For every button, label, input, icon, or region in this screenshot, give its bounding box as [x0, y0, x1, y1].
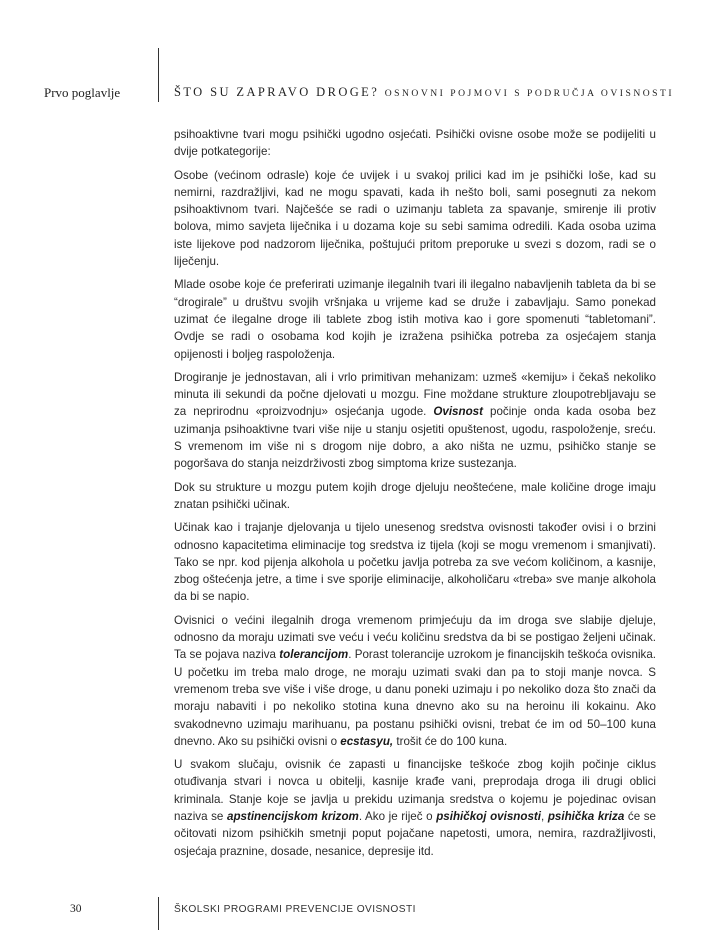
paragraph-5: Dok su strukture u mozgu putem kojih droge djeluju neoštećene, male količine droge imaju znatan psihički učinak.	[174, 480, 656, 511]
footer-title: ŠKOLSKI PROGRAMI PREVENCIJE OVISNOSTI	[174, 904, 416, 915]
paragraph-7-text-c: trošit će do 100 kuna.	[393, 734, 508, 748]
term-psihicka-kriza: psihička kriza	[547, 809, 625, 823]
paragraph-8	[174, 756, 656, 860]
running-head-part-1: ŠTO SU ZAPRAVO DROGE?	[174, 85, 380, 99]
paragraph-8-text-d: će se očitovati nizom psihičkih smetnji poput pojačane napetosti, umora, nemira, razdražljivosti, osjećaja praznine, dosade, nesanice, depresije itd.	[174, 809, 657, 858]
term-psihicka-ovisnost: psihičkoj ovisnosti	[436, 809, 541, 823]
footer-divider	[158, 897, 159, 930]
term-tolerancija: tolerancijom	[279, 648, 349, 662]
page-number: 30	[70, 903, 82, 915]
paragraph-4-text-b: počinje onda kada osoba bez uzimanja psihoaktivne tvari više nije u stanju osjetiti opuštenost, ugodu, raspoloženje, sreću. S vremenom im više ni s drogom nije dobro, a ako ništa ne uzmu, psihičko stanje se pogoršava do stanja neizdrživosti zbog simptoma krize sustezanja.	[174, 405, 656, 471]
paragraph-7-text-a: Ovisnici o većini ilegalnih droga vremenom primjećuju da im droga sve slabije djeluje, odnosno da moraju uzimati sve veću i veću količinu sredstva da bi se postigao željeni učinak. Ta se pojava naziva	[174, 613, 656, 662]
paragraph-3: Mlade osobe koje će preferirati uzimanje ilegalnih tvari ili ilegalno nabavljenih tableta da bi se “drogirale” u društvu svojih vršnjaka u vrijeme kad se druže i zabavljaju. Samo ponekad uzimat će ilegalne droge ili tablete zbog istih motiva kao i gore spomenuti “tabletomani”. Ovdje se radi o osobama kod kojih je izražena psihička potreba za osjećajem stanja opijenosti i boljeg raspoloženja.	[174, 278, 656, 361]
paragraph-8-text-c: ,	[540, 809, 548, 823]
paragraph-6: Učinak kao i trajanje djelovanja u tijelo unesenog sredstva ovisnosti također ovisi i o brzini odnosno kapacitetima eliminacije tog sredstva iz tijela (koji se mogu vremenom i smanjivati). Tako se npr. kod pijenja alkohola u početku javlja potreba za sve većom količinom, a kasnije, zbog oštećenja jetre, a time i sve sporije eliminacije, alkoholičaru «treba» sve manje alkohola da bi se napio.	[174, 521, 656, 604]
term-apstinencijska-kriza: apstinencijskom krizom	[227, 809, 359, 823]
chapter-label: Prvo poglavlje	[44, 85, 121, 100]
paragraph-1: psihoaktivne tvari mogu psihički ugodno osjećati. Psihički ovisne osobe može se podijeliti u dvije potkategorije:	[174, 128, 656, 159]
paragraph-4	[174, 369, 656, 473]
paragraph-2: Osobe (većinom odrasle) koje će uvijek i u svakoj prilici kad im je psihički loše, kad su nemirni, razdražljivi, kad ne mogu spavati, kada ih nešto boli, sami posegnuti za nekom psihoaktivnom tvari. Najčešće se radi o uzimanju tableta za spavanje, smirenje ili protiv bolova, mimo savjeta liječnika i u dozama koje su sebi samima odredili. Kada osoba uzima iste lijekove pod nadzorom liječnika, poštujući pritom preporuke u svezi s dozom, radi se o liječenju.	[174, 168, 656, 269]
term-ecstasy: ecstasyu,	[340, 734, 394, 748]
term-ovisnost: Ovisnost	[433, 405, 483, 419]
paragraph-8-text-b: . Ako je riječ o	[358, 809, 437, 823]
paragraph-7-text-b: . Porast tolerancije uzrokom je financijskih teškoća ovisnika. U početku im treba malo droge, ne moraju uzimati svaki dan pa to stoji manje novca. S vremenom treba sve više i više droge, u danu poneki uzimaju i po nekoliko doza što znači da moraju nabaviti i po nekoliko stotina kuna dnevno ako su na heroinu ili kokainu. Ako svakodnevno uzimaju marihuanu, pa postanu psihički ovisni, trebat će im od 50–100 kuna dnevno. Ako su psihički ovisni o	[174, 648, 656, 748]
paragraph-8-text-a: U svakom slučaju, ovisnik će zapasti u financijske teškoće zbog kojih počinje ciklus otuđivanja stvari i novca u obitelji, kasnije krađe vani, preprodaja droga ili drugi oblici kriminala. Stanje koje se javlja u prekidu uzimanja sredstva o kojemu je pojedinac ovisan naziva se	[174, 758, 656, 823]
running-head-part-2: OSNOVNI POJMOVI S PODRUČJA OVISNOSTI	[384, 88, 675, 99]
paragraph-4-text-a: Drogiranje je jednostavan, ali i vrlo primitivan mehanizam: uzmeš «kemiju» i čekaš nekoliko minuta ili sekundi da počne djelovati u mozgu. Fine moždane strukture zloupotrebljavaju se za neprirodnu «proizvodnju» osjećanja ugode.	[174, 370, 656, 419]
running-head	[174, 85, 674, 100]
paragraph-7	[174, 612, 656, 750]
header-divider	[158, 48, 159, 102]
body-text	[174, 126, 656, 866]
